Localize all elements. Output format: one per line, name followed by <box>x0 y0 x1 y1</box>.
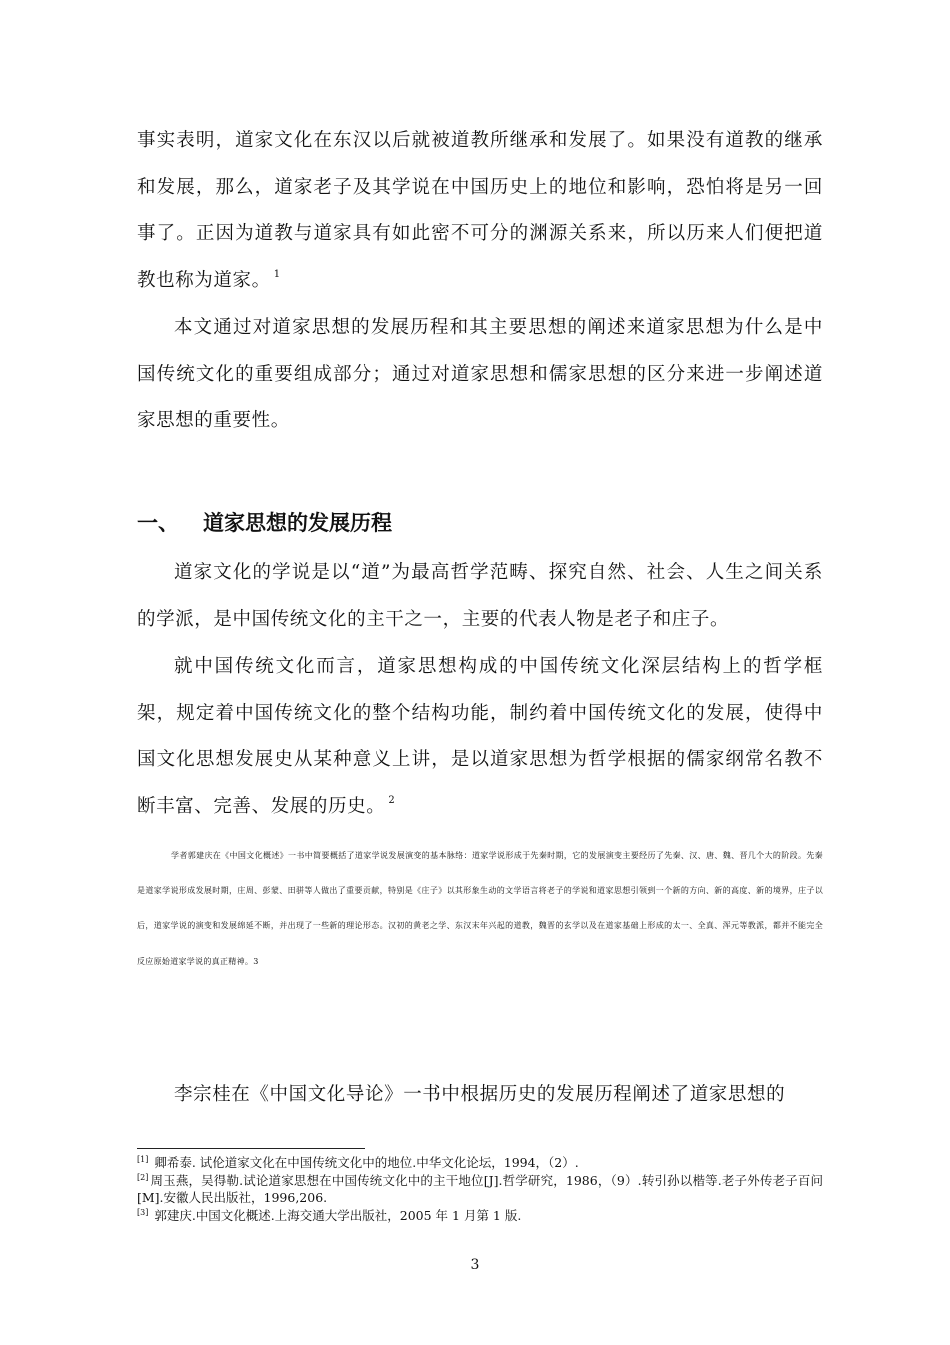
footnote <box>137 1172 823 1207</box>
paragraph-text: 李宗桂在《中国文化导论》一书中根据历史的发展历程阐述了道家思想的 <box>174 1084 786 1105</box>
footnote-text: 周玉燕，吴得勒.试论道家思想在中国传统文化中的主干地位[J].哲学研究，1986，（9）.转引孙以楷等.老子外传老子百问[M].安徽人民出版社，1996,206. <box>137 1172 823 1205</box>
paragraph-text: 本文通过对道家思想的发展历程和其主要思想的阐述来道家思想为什么是中国传统文化的重要组成部分；通过对道家思想和儒家思想的区分来进一步阐述道家思想的重要性。 <box>137 317 823 431</box>
body-paragraph <box>137 118 823 304</box>
footnote-text: 郭建庆.中国文化概述.上海交通大学出版社，2005 年 1 月第 1 版. <box>150 1207 522 1223</box>
section-title: 道家思想的发展历程 <box>203 511 392 535</box>
footnote-reference[interactable]: 1 <box>273 268 281 280</box>
paragraph-text: 就中国传统文化而言，道家思想构成的中国传统文化深层结构上的哲学框架，规定着中国传统文化的整个结构功能，制约着中国传统文化的发展，使得中国文化思想发展史从某种意义上讲，是以道家思想为哲学根据的儒家纲常名教不断丰富、完善、发展的历史。 <box>137 656 823 817</box>
footnote-separator <box>137 1148 365 1149</box>
footnote-marker: [3] <box>137 1207 149 1217</box>
small-print-paragraph <box>137 838 823 979</box>
footnotes <box>137 1154 823 1224</box>
footnote-text: 卿希泰. 试伦道家文化在中国传统文化中的地位.中华文化论坛，1994，（2）. <box>150 1155 579 1170</box>
footnote-marker: [2] <box>137 1172 149 1182</box>
paragraph-text: 事实表明，道家文化在东汉以后就被道教所继承和发展了。如果没有道教的继承和发展，那么，道家老子及其学说在中国历史上的地位和影响，恐怕将是另一回事了。正因为道教与道家具有如此密不可分的渊源关系来，所以历来人们便把道教也称为道家。 <box>137 130 823 291</box>
footnote-marker: [1] <box>137 1155 149 1164</box>
footnote <box>137 1207 823 1225</box>
section-heading <box>137 503 823 543</box>
paragraph-text: 道家文化的学说是以“道”为最高哲学范畴、探究自然、社会、人生之间关系的学派，是中国传统文化的主干之一，主要的代表人物是老子和庄子。 <box>137 562 823 630</box>
footnote-reference[interactable]: 2 <box>388 794 396 806</box>
body-paragraph <box>137 550 823 643</box>
body-paragraph <box>137 305 823 445</box>
body-paragraph <box>137 1072 823 1119</box>
footnote <box>137 1154 823 1172</box>
page-number: 3 <box>470 1257 480 1273</box>
paragraph-text: 学者郭建庆在《中国文化概述》一书中简要概括了道家学说发展演变的基本脉络：道家学说形成于先秦时期，它的发展演变主要经历了先秦、汉、唐、魏、晋几个大的阶段。先秦是道家学说形成发展时期，庄周、彭蒙、田骈等人做出了重要贡献，特别是《庄子》以其形象生动的文学语言将老子的学说和道家思想引领到一个新的方向、新的高度、新的境界，庄子以后，道家学说的演变和发展绵延不断，并出现了一些新的理论形态。汉初的黄老之学、东汉末年兴起的道教，魏晋的玄学以及在道家基础上形成的太一、全真、浑元等教派，都并不能完全反应原始道家学说的真正精神。3 <box>137 851 823 966</box>
section-number: 一、 <box>137 511 179 535</box>
body-paragraph <box>137 644 823 830</box>
